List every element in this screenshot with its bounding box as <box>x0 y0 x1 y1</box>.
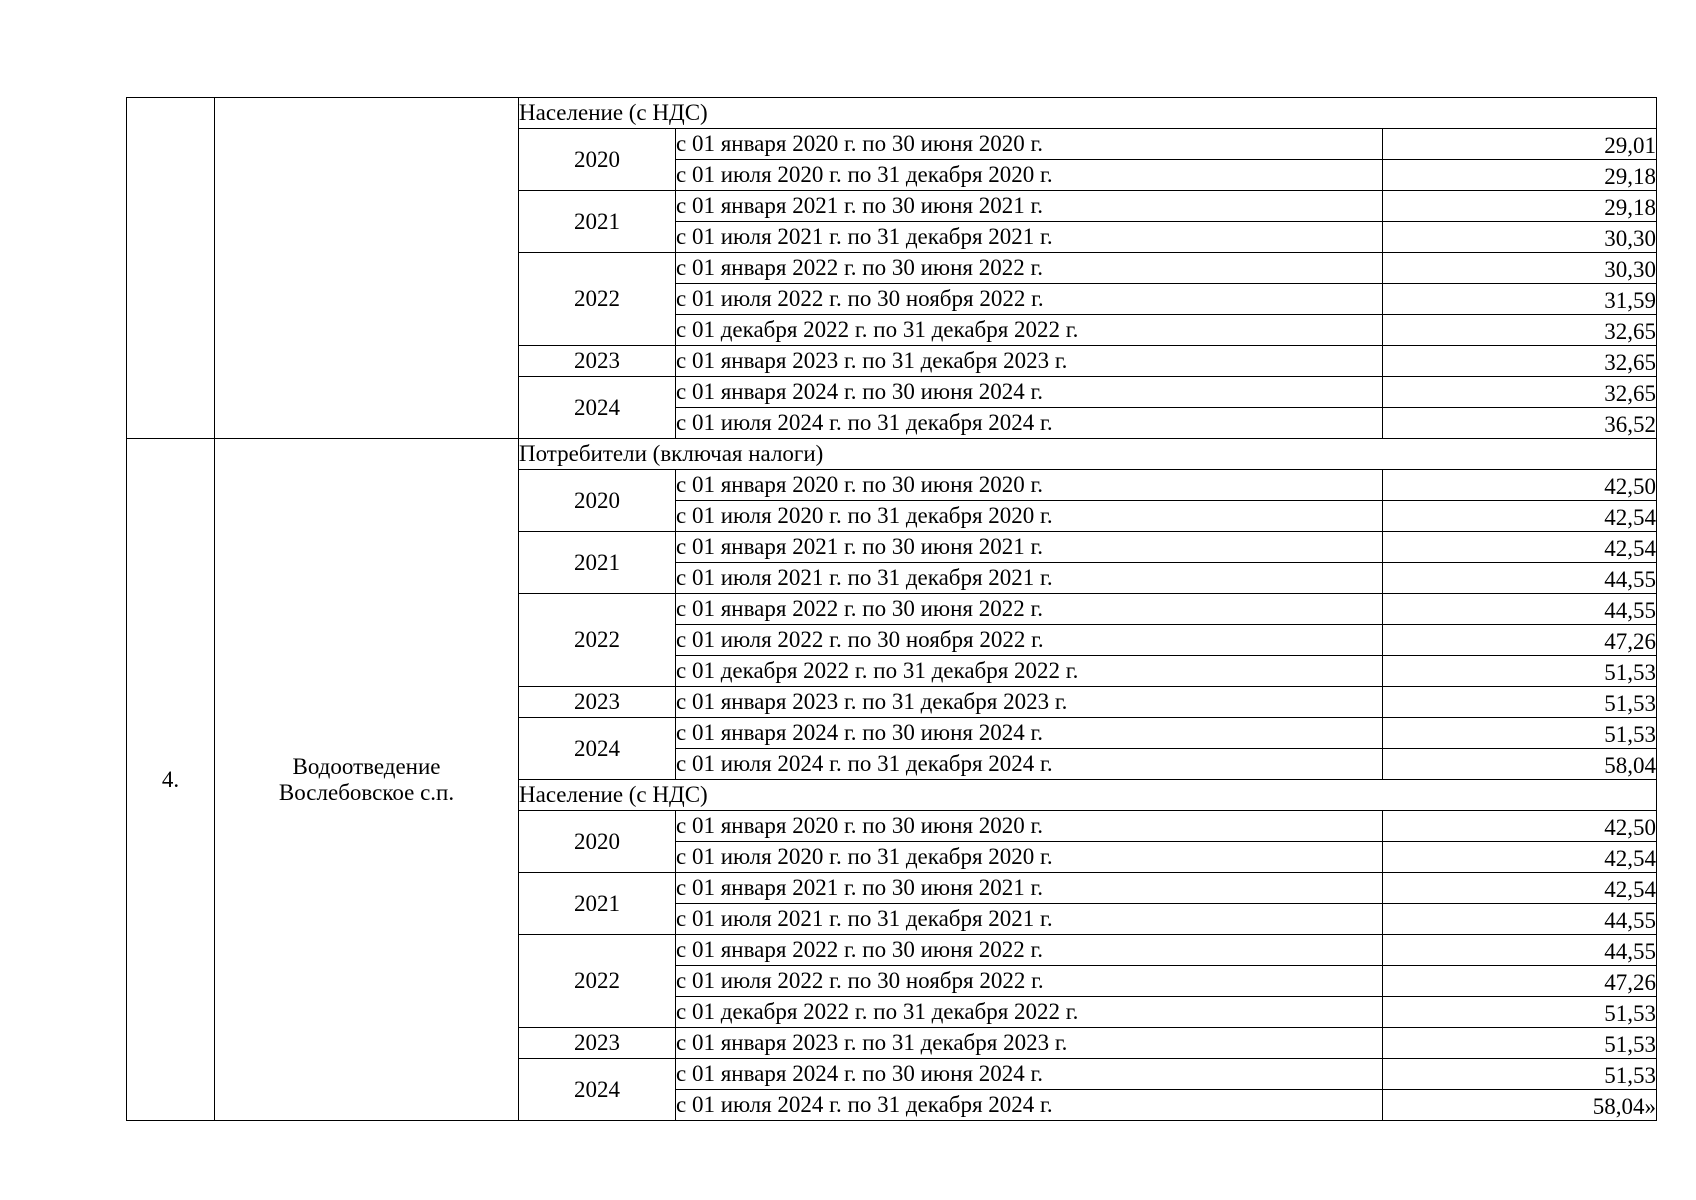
period-cell: с 01 июля 2022 г. по 30 ноября 2022 г. <box>676 966 1383 997</box>
tariff-value-cell: 32,65 <box>1383 346 1657 377</box>
tariff-table <box>126 97 1657 1121</box>
year-cell: 2020 <box>519 470 676 532</box>
period-cell: с 01 июля 2024 г. по 31 декабря 2024 г. <box>676 1090 1383 1121</box>
tariff-value-cell: 47,26 <box>1383 625 1657 656</box>
tariff-value-cell: 51,53 <box>1383 656 1657 687</box>
tariff-value-cell: 36,52 <box>1383 408 1657 439</box>
tariff-value-cell: 44,55 <box>1383 594 1657 625</box>
tariff-value-cell: 30,30 <box>1383 222 1657 253</box>
period-cell: с 01 января 2020 г. по 30 июня 2020 г. <box>676 811 1383 842</box>
period-cell: с 01 января 2022 г. по 30 июня 2022 г. <box>676 935 1383 966</box>
tariff-value-cell: 42,54 <box>1383 532 1657 563</box>
service-name-cell <box>215 98 519 439</box>
period-cell: с 01 января 2022 г. по 30 июня 2022 г. <box>676 253 1383 284</box>
period-cell: с 01 января 2023 г. по 31 декабря 2023 г. <box>676 1028 1383 1059</box>
tariff-value-cell: 51,53 <box>1383 718 1657 749</box>
year-cell: 2022 <box>519 594 676 687</box>
period-cell: с 01 июля 2021 г. по 31 декабря 2021 г. <box>676 222 1383 253</box>
tariff-value-cell: 42,50 <box>1383 811 1657 842</box>
service-name-line: Вослебовское с.п. <box>278 779 455 805</box>
period-cell: с 01 июля 2022 г. по 30 ноября 2022 г. <box>676 625 1383 656</box>
tariff-value-cell: 51,53 <box>1383 997 1657 1028</box>
year-cell: 2024 <box>519 377 676 439</box>
tariff-value-cell: 44,55 <box>1383 904 1657 935</box>
period-cell: с 01 января 2020 г. по 30 июня 2020 г. <box>676 470 1383 501</box>
period-cell: с 01 января 2021 г. по 30 июня 2021 г. <box>676 532 1383 563</box>
tariff-value-cell: 32,65 <box>1383 377 1657 408</box>
year-cell: 2021 <box>519 191 676 253</box>
tariff-value-cell: 29,18 <box>1383 191 1657 222</box>
year-cell: 2021 <box>519 873 676 935</box>
tariff-value-cell: 29,18 <box>1383 160 1657 191</box>
year-cell: 2024 <box>519 1059 676 1121</box>
period-cell: с 01 декабря 2022 г. по 31 декабря 2022 г. <box>676 656 1383 687</box>
category-row <box>127 439 1657 470</box>
period-cell: с 01 июля 2020 г. по 31 декабря 2020 г. <box>676 501 1383 532</box>
year-cell: 2023 <box>519 346 676 377</box>
period-cell: с 01 января 2024 г. по 30 июня 2024 г. <box>676 1059 1383 1090</box>
period-cell: с 01 июля 2024 г. по 31 декабря 2024 г. <box>676 408 1383 439</box>
tariff-value-cell: 31,59 <box>1383 284 1657 315</box>
period-cell: с 01 января 2022 г. по 30 июня 2022 г. <box>676 594 1383 625</box>
period-cell: с 01 декабря 2022 г. по 31 декабря 2022 г. <box>676 997 1383 1028</box>
year-cell: 2023 <box>519 687 676 718</box>
period-cell: с 01 июля 2021 г. по 31 декабря 2021 г. <box>676 563 1383 594</box>
year-cell: 2022 <box>519 935 676 1028</box>
tariff-value-cell: 51,53 <box>1383 687 1657 718</box>
row-number-cell: 4. <box>127 439 215 1121</box>
tariff-value-cell: 42,50 <box>1383 470 1657 501</box>
tariff-value-cell: 51,53 <box>1383 1028 1657 1059</box>
tariff-table-body <box>127 98 1657 1121</box>
period-cell: с 01 июля 2020 г. по 31 декабря 2020 г. <box>676 842 1383 873</box>
tariff-value-cell: 44,55 <box>1383 563 1657 594</box>
consumer-category: Потребители (включая налоги) <box>519 439 1657 470</box>
period-cell: с 01 января 2023 г. по 31 декабря 2023 г. <box>676 687 1383 718</box>
period-cell: с 01 июля 2020 г. по 31 декабря 2020 г. <box>676 160 1383 191</box>
period-cell: с 01 июля 2024 г. по 31 декабря 2024 г. <box>676 749 1383 780</box>
year-cell: 2024 <box>519 718 676 780</box>
year-cell: 2023 <box>519 1028 676 1059</box>
period-cell: с 01 января 2021 г. по 30 июня 2021 г. <box>676 873 1383 904</box>
tariff-value-cell: 42,54 <box>1383 842 1657 873</box>
period-cell: с 01 января 2020 г. по 30 июня 2020 г. <box>676 129 1383 160</box>
consumer-category: Население (с НДС) <box>519 780 1657 811</box>
tariff-value-cell: 29,01 <box>1383 129 1657 160</box>
period-cell: с 01 июля 2021 г. по 31 декабря 2021 г. <box>676 904 1383 935</box>
tariff-value-cell: 42,54 <box>1383 501 1657 532</box>
period-cell: с 01 июля 2022 г. по 30 ноября 2022 г. <box>676 284 1383 315</box>
category-row <box>127 98 1657 129</box>
service-name-line: Водоотведение <box>292 753 441 779</box>
period-cell: с 01 января 2024 г. по 30 июня 2024 г. <box>676 718 1383 749</box>
service-name-cell <box>215 439 519 1121</box>
tariff-value-cell: 30,30 <box>1383 253 1657 284</box>
period-cell: с 01 января 2023 г. по 31 декабря 2023 г. <box>676 346 1383 377</box>
year-cell: 2020 <box>519 129 676 191</box>
tariff-value-cell: 44,55 <box>1383 935 1657 966</box>
period-cell: с 01 января 2024 г. по 30 июня 2024 г. <box>676 377 1383 408</box>
tariff-value-cell: 51,53 <box>1383 1059 1657 1090</box>
tariff-value-cell: 42,54 <box>1383 873 1657 904</box>
period-cell: с 01 декабря 2022 г. по 31 декабря 2022 г. <box>676 315 1383 346</box>
consumer-category: Население (с НДС) <box>519 98 1657 129</box>
tariff-value-cell: 32,65 <box>1383 315 1657 346</box>
year-cell: 2020 <box>519 811 676 873</box>
tariff-value-cell: 58,04» <box>1383 1090 1657 1121</box>
tariff-value-cell: 58,04 <box>1383 749 1657 780</box>
year-cell: 2022 <box>519 253 676 346</box>
period-cell: с 01 января 2021 г. по 30 июня 2021 г. <box>676 191 1383 222</box>
tariff-value-cell: 47,26 <box>1383 966 1657 997</box>
year-cell: 2021 <box>519 532 676 594</box>
row-number-cell <box>127 98 215 439</box>
